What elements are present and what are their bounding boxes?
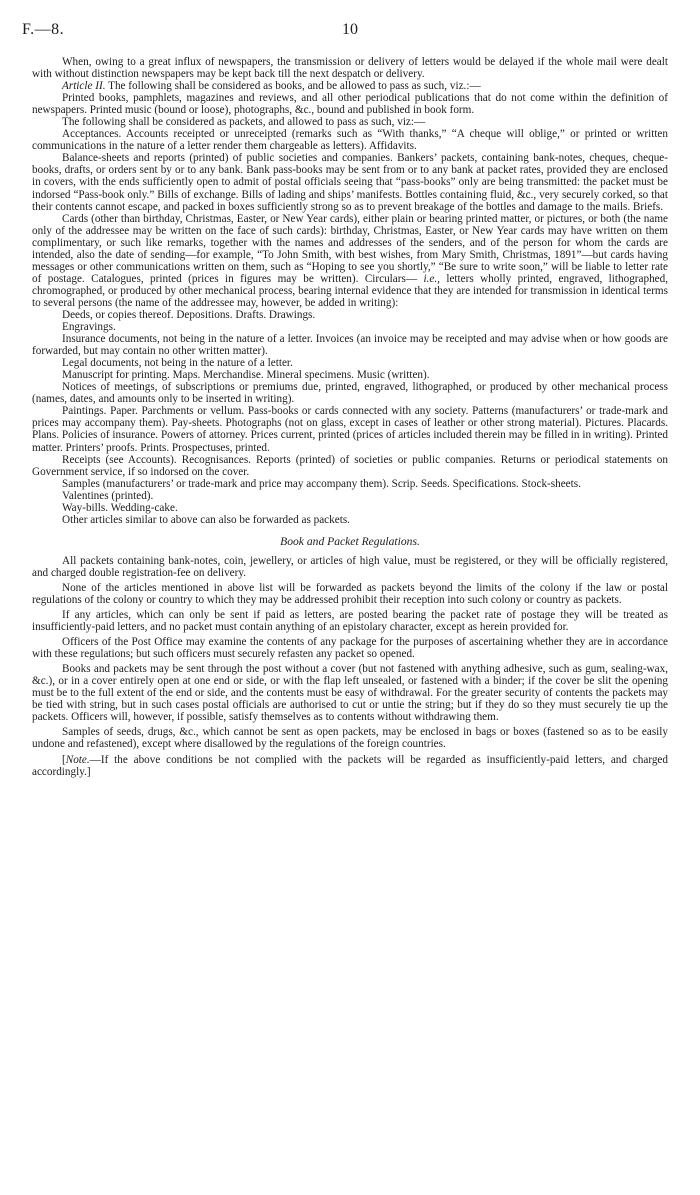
section-heading: Book and Packet Regulations. [280, 534, 420, 548]
paragraph-samples: Samples (manufacturers’ or trade-mark and price may accompany them). Scrip. Seeds. Specifications. Stock-sheets. [62, 477, 581, 490]
note-label: Note. [65, 753, 90, 766]
regulation-beyond-colony: None of the articles mentioned in above list will be forwarded as packets beyond the limits of the colony if the law or postal regulations of the colony or country to which they may be addressed prohibit their reception into such colony or country as packets. [32, 581, 668, 606]
note-text: —If the above conditions be not complied with the packets will be regarded as insufficiently-paid letters, and charged accordingly.] [32, 753, 668, 778]
paragraph-receipts: Receipts (see Accounts). Recognisances. Reports (printed) of societies or public companies. Returns or periodical statements on Government service, if so indorsed on the cover. [32, 453, 668, 478]
note-bracket: [ [62, 753, 66, 766]
paragraph-deeds: Deeds, or copies thereof. Depositions. Drafts. Drawings. [62, 308, 316, 321]
paragraph-books: Printed books, pamphlets, magazines and reviews, and all other periodical publications that do not come within the definition of newspapers. Printed music (bound or loose), photographs, &c., bound and published in book form. [32, 92, 668, 117]
paragraph-way-bills: Way-bills. Wedding-cake. [62, 501, 178, 514]
regulation-note [32, 754, 668, 778]
regulation-covers: Books and packets may be sent through the post without a cover (but not fastened with anything adhesive, such as gum, sealing-wax, &c.), or in a cover entirely open at one end or side, or with the flap left unsealed, or fastened with a binder; if the cover be slit the opening must be to the full extent of the end or side, and the contents must be easy of withdrawal. For the greater security of contents the packets may be tied with string, but in such cases postal officials are authorised to cut or untie the string; but if they do so they must securely tie up the packets. Officers will, however, if possible, satisfy themselves as to contents without withdrawing them. [32, 663, 668, 724]
page-number: 10 [342, 21, 358, 38]
article-label: Article II. [62, 80, 106, 93]
regulation-samples: Samples of seeds, drugs, &c., which cannot be sent as open packets, may be enclosed in bags or boxes (fastened so as to be easily undone and refastened), except where disallowed by the regulations of the foreign countries. [32, 726, 668, 751]
regulation-registered: All packets containing bank-notes, coin, jewellery, or articles of high value, must be registered, or they will be officially registered, and charged double registration-fee on delivery. [32, 554, 668, 579]
paragraph-cards [32, 213, 668, 309]
paragraph-other-articles: Other articles similar to above can also be forwarded as packets. [62, 513, 350, 526]
circulars-text: letters wholly printed, engraved, lithographed, chromographed, or produced by other mechanical process, bearing internal evidence that they are intended for transmission in identical terms to several persons (the name of the addressee may, however, be added in writing): [32, 272, 669, 309]
paragraph-packets-intro: The following shall be considered as packets, and allowed to pass as such, viz:— [62, 116, 426, 129]
paragraph-engravings: Engravings. [62, 321, 116, 334]
ie-label: i.e., [423, 272, 440, 285]
paragraph-notices: Notices of meetings, of subscriptions or premiums due, printed, engraved, lithographed, or produced by other mechanical process (names, dates, and amounts only to be inserted in writing). [32, 381, 668, 406]
article-text: The following shall be considered as books, and be allowed to pass as such, viz.:— [108, 80, 481, 93]
regulation-insufficiently-paid: If any articles, which can only be sent if paid as letters, are posted bearing the packet rate of postage they will be treated as insufficiently-paid letters, and no packet must contain anything of an epistolary character, except as herein provided for. [32, 609, 668, 634]
paragraph-acceptances: Acceptances. Accounts receipted or unreceipted (remarks such as “With thanks,” “A cheque will oblige,” or printed or written communications in the nature of a letter render them chargeable as letters). Affidavits. [32, 128, 668, 153]
paragraph-manuscript: Manuscript for printing. Maps. Merchandise. Mineral specimens. Music (written). [62, 369, 430, 382]
paragraph-legal: Legal documents, not being in the nature of a letter. [62, 357, 293, 370]
paragraph-insurance: Insurance documents, not being in the nature of a letter. Invoices (an invoice may be receipted and may advise when or how goods are forwarded, but may contain no other written matter). [32, 333, 668, 358]
document-body [32, 56, 668, 778]
document-reference: F.—8. [22, 21, 65, 38]
paragraph-newspaper-delay: When, owing to a great influx of newspapers, the transmission or delivery of letters would be delayed if the whole mail were dealt with without distinction newspapers may be kept back till the next despatch or delivery. [32, 56, 668, 81]
paragraph-balance-sheets: Balance-sheets and reports (printed) of public societies and companies. Bankers’ packets, containing bank-notes, cheques, cheque-books, drafts, or orders sent by or to any bank. Bank pass-books may be sent from or to any bank at packet rates, provided they are enclosed in covers, with the ends sufficiently open to admit of postal officials seeing that “pass-books” only are being transmitted: the packet must be indorsed “Pass-book only.” Bills of exchange. Bills of lading and ships’ manifests. Bottles containing fluid, &c., very securely corked, so that their contents cannot escape, and packed in boxes sufficiently strong so as to prevent breakage of the bottles and damage to the mails. Briefs. [32, 152, 668, 213]
paragraph-article-ii [32, 80, 668, 92]
cards-text: Cards (other than birthday, Christmas, Easter, or New Year cards), either plain or bearing printed matter, or pictures, or both (the name only of the addressee may be written on the face of such cards): birthday, Christmas, Easter, or New Year cards may have written on them complimentary, or such like remarks, together with the names and addresses of the senders, and of the person for whom the cards are intended, also the date of sending—for example, “To John Smith, with best wishes, from Mary Smith, Christmas, 1891”—but cards having messages or other communications written on them, such as “Hoping to see you shortly,” “Be sure to write soon,” will be liable to letter rate of postage. Catalogues, printed (prices in figures may be written). Circulars— [32, 212, 668, 285]
paragraph-paintings: Paintings. Paper. Parchments or vellum. Pass-books or cards connected with any society. Patterns (manufacturers’ or trade-mark and prices may accompany them). Pay-sheets. Photographs (not on glass, except in cases of leather or other strong material). Pictures. Placards. Plans. Policies of insurance. Powers of attorney. Prices current, printed (prices of articles included therein may be filled in in writing). Printed matter. Printers’ proofs. Prints. Prospectuses, printed. [32, 405, 668, 454]
regulation-examination: Officers of the Post Office may examine the contents of any package for the purposes of ascertaining whether they are in accordance with these regulations; but such officers must securely refasten any packet so opened. [32, 636, 668, 661]
paragraph-valentines: Valentines (printed). [62, 489, 154, 502]
